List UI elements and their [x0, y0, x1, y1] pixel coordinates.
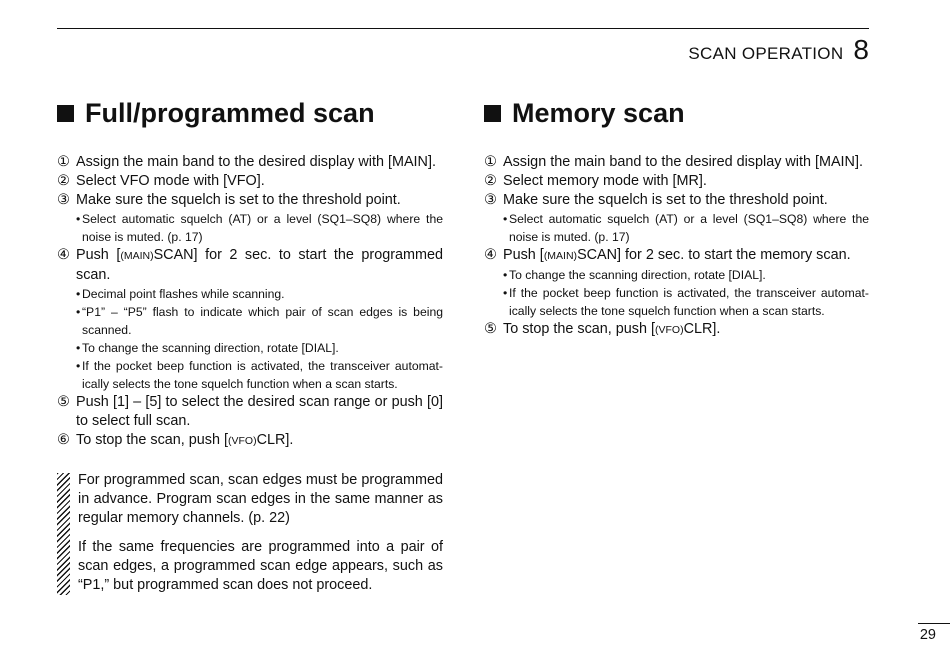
section-header: [688, 34, 869, 66]
step-text: Select VFO mode with [VFO].: [76, 173, 265, 189]
bullet-text: To change the scanning direction, rotate [DIAL].: [509, 268, 766, 282]
step-text: Push [1] – [5] to select the desired scan range or push [0] to select full scan.: [76, 394, 443, 429]
step-1: [484, 153, 869, 172]
square-bullet-icon: [484, 105, 501, 122]
step-number: ②: [57, 173, 70, 189]
step-text: Make sure the squelch is set to the threshold point.: [503, 192, 828, 208]
step-number: ⑤: [484, 321, 497, 337]
step-number: ⑤: [57, 394, 70, 410]
bullet-text: Select automatic squelch (AT) or a level (SQ1–SQ8) where the noise is muted. (p. 17): [82, 212, 443, 244]
note-box: [57, 471, 443, 595]
step-number: ②: [484, 173, 497, 189]
key-prefix: (MAIN): [120, 250, 154, 262]
step-3-bullet: • Select automatic squelch (AT) or a level (SQ1–SQ8) where the noise is muted. (p. 17): [76, 212, 443, 244]
step-number: ④: [57, 247, 70, 263]
step-number: ①: [57, 154, 70, 170]
step-text: Push [(MAIN)SCAN] for 2 sec. to start the programmed scan.: [76, 247, 443, 283]
step-4-bullet: • If the pocket beep function is activated, the transceiver automat-ically selects the tone squelch function when a scan starts.: [76, 359, 443, 391]
top-rule: [57, 28, 869, 29]
step-5: [484, 320, 869, 340]
step-3: [484, 191, 869, 210]
step-6: [57, 431, 443, 451]
heading-text: Full/programmed scan: [85, 98, 375, 128]
bullet-text: If the pocket beep function is activated, the transceiver automat-ically selects the tone squelch function when a scan starts.: [82, 359, 443, 391]
key-prefix: (VFO): [655, 324, 684, 336]
step-text: Push [(MAIN)SCAN] for 2 sec. to start the memory scan.: [503, 247, 851, 263]
page-number-rule: [918, 623, 950, 624]
step-3-bullet: • Select automatic squelch (AT) or a level (SQ1–SQ8) where the noise is muted. (p. 17): [503, 212, 869, 244]
step-text: To stop the scan, push [(VFO)CLR].: [503, 321, 721, 337]
step-4: [57, 246, 443, 285]
step-2: [57, 172, 443, 191]
step-number: ③: [484, 192, 497, 208]
bullet-text: Select automatic squelch (AT) or a level (SQ1–SQ8) where the noise is muted. (p. 17): [509, 212, 869, 244]
step-1: [57, 153, 443, 172]
memory-scan-column: [484, 96, 869, 340]
key-prefix: (MAIN): [543, 250, 578, 262]
note-text: If the same frequencies are programmed into a pair of scan edges, a programmed scan edge appears, such as “P1,” but programmed scan does not proceed.: [78, 539, 443, 593]
step-2: [484, 172, 869, 191]
step-number: ①: [484, 154, 497, 170]
step-text: Make sure the squelch is set to the threshold point.: [76, 192, 401, 208]
full-programmed-scan-heading: [57, 96, 443, 130]
step-4-bullet: • To change the scanning direction, rotate [DIAL].: [57, 339, 443, 357]
step-number: ③: [57, 192, 70, 208]
step-4-bullet: • “P1” – “P5” flash to indicate which pair of scan edges is being scanned.: [76, 305, 443, 337]
step-4-bullet: • To change the scanning direction, rotate [DIAL].: [484, 266, 869, 284]
step-text: Select memory mode with [MR].: [503, 173, 707, 189]
step-4: [484, 246, 869, 266]
memory-scan-heading: [484, 96, 869, 130]
step-text: To stop the scan, push [(VFO)CLR].: [76, 432, 294, 448]
full-programmed-scan-column: [57, 96, 443, 595]
key-prefix: (VFO): [228, 435, 257, 447]
step-3: [57, 191, 443, 210]
section-number: 8: [853, 34, 869, 65]
bullet-text: Decimal point flashes while scanning.: [82, 287, 285, 301]
bullet-text: If the pocket beep function is activated, the transceiver automat-ically selects the tone squelch function when a scan starts.: [509, 286, 869, 318]
section-title: SCAN OPERATION: [688, 44, 844, 63]
page-number: 29: [919, 627, 936, 643]
note-text: For programmed scan, scan edges must be programmed in advance. Program scan edges in the same manner as regular memory channels. (p. 22): [78, 472, 443, 526]
heading-text: Memory scan: [512, 98, 685, 128]
step-text: Assign the main band to the desired display with [MAIN].: [503, 154, 863, 170]
step-number: ⑥: [57, 432, 70, 448]
step-4-bullet: • Decimal point flashes while scanning.: [57, 285, 443, 303]
step-4-bullet: • If the pocket beep function is activated, the transceiver automat-ically selects the tone squelch function when a scan starts.: [503, 286, 869, 318]
square-bullet-icon: [57, 105, 74, 122]
note-hatch-icon: [57, 473, 70, 595]
bullet-text: “P1” – “P5” flash to indicate which pair of scan edges is being scanned.: [82, 305, 443, 337]
step-number: ④: [484, 247, 497, 263]
step-text: Assign the main band to the desired display with [MAIN].: [76, 154, 436, 170]
step-5: [57, 393, 443, 431]
bullet-text: To change the scanning direction, rotate [DIAL].: [82, 341, 339, 355]
